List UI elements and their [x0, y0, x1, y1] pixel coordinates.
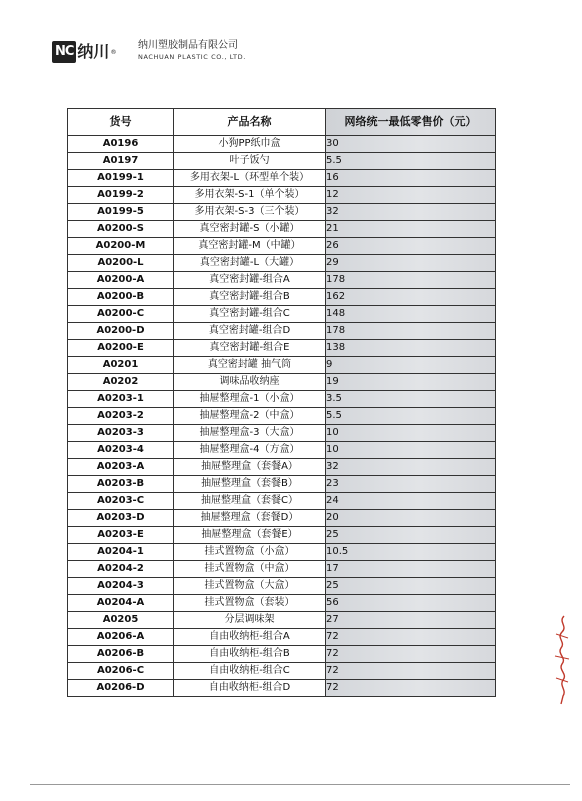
table-row [68, 391, 496, 408]
cell-code: A0196 [68, 136, 174, 153]
cell-price: 12 [326, 187, 496, 204]
cell-price: 25 [326, 527, 496, 544]
cell-code: A0203-C [68, 493, 174, 510]
cell-price: 29 [326, 255, 496, 272]
cell-product-name: 挂式置物盒（小盒） [174, 544, 326, 561]
cell-price: 10 [326, 425, 496, 442]
cell-product-name: 叶子饭勺 [174, 153, 326, 170]
table-row [68, 374, 496, 391]
table-row [68, 493, 496, 510]
table-row [68, 272, 496, 289]
cell-price: 10 [326, 442, 496, 459]
cell-product-name: 抽屉整理盒-2（中盒） [174, 408, 326, 425]
cell-code: A0203-A [68, 459, 174, 476]
table-row [68, 680, 496, 697]
cell-product-name: 挂式置物盒（中盒） [174, 561, 326, 578]
table-row [68, 408, 496, 425]
cell-code: A0204-3 [68, 578, 174, 595]
logo-mark-cn: 纳川 [77, 42, 110, 61]
cell-price: 148 [326, 306, 496, 323]
table-header-row [68, 109, 496, 136]
table-row [68, 629, 496, 646]
cell-code: A0199-1 [68, 170, 174, 187]
cell-price: 27 [326, 612, 496, 629]
table-row [68, 357, 496, 374]
cell-product-name: 抽屉整理盒-3（大盒） [174, 425, 326, 442]
cell-product-name: 自由收纳柜-组合A [174, 629, 326, 646]
cell-price: 32 [326, 459, 496, 476]
price-table-body [68, 136, 496, 697]
cell-product-name: 真空密封罐-组合E [174, 340, 326, 357]
table-row [68, 204, 496, 221]
cell-code: A0206-A [68, 629, 174, 646]
table-row [68, 340, 496, 357]
cell-code: A0200-D [68, 323, 174, 340]
cell-code: A0200-C [68, 306, 174, 323]
company-name-en: NACHUAN PLASTIC CO., LTD. [138, 53, 246, 61]
cell-product-name: 小狗PP纸巾盒 [174, 136, 326, 153]
company-logo [52, 40, 116, 64]
cell-product-name: 多用衣架-L（环型单个装） [174, 170, 326, 187]
cell-product-name: 多用衣架-S-3（三个装） [174, 204, 326, 221]
cell-product-name: 抽屉整理盒（套餐E） [174, 527, 326, 544]
company-name-cn: 纳川塑胶制品有限公司 [138, 40, 238, 51]
cell-code: A0200-S [68, 221, 174, 238]
logo-mark-nc: NC [52, 41, 76, 63]
cell-code: A0203-2 [68, 408, 174, 425]
column-header-min-retail-price: 网络统一最低零售价（元） [326, 109, 496, 136]
cell-product-name: 自由收纳柜-组合D [174, 680, 326, 697]
cell-product-name: 分层调味架 [174, 612, 326, 629]
cell-code: A0204-A [68, 595, 174, 612]
table-row [68, 527, 496, 544]
table-row [68, 459, 496, 476]
table-row [68, 238, 496, 255]
cell-price: 25 [326, 578, 496, 595]
cell-code: A0203-D [68, 510, 174, 527]
table-row [68, 612, 496, 629]
cell-code: A0200-M [68, 238, 174, 255]
cell-price: 20 [326, 510, 496, 527]
cell-code: A0204-1 [68, 544, 174, 561]
letterhead [52, 38, 352, 68]
cell-code: A0202 [68, 374, 174, 391]
cell-product-name: 抽屉整理盒（套餐B） [174, 476, 326, 493]
cell-product-name: 抽屉整理盒-4（方盒） [174, 442, 326, 459]
cell-price: 56 [326, 595, 496, 612]
cell-product-name: 真空密封罐-M（中罐） [174, 238, 326, 255]
price-table [67, 108, 496, 697]
cell-product-name: 抽屉整理盒（套餐A） [174, 459, 326, 476]
table-row [68, 663, 496, 680]
cell-product-name: 自由收纳柜-组合B [174, 646, 326, 663]
cell-price: 162 [326, 289, 496, 306]
cell-code: A0200-L [68, 255, 174, 272]
cell-price: 32 [326, 204, 496, 221]
cell-price: 72 [326, 646, 496, 663]
table-row [68, 442, 496, 459]
table-row [68, 476, 496, 493]
table-row [68, 425, 496, 442]
cell-code: A0200-A [68, 272, 174, 289]
company-name-block [138, 40, 246, 62]
cell-product-name: 多用衣架-S-1（单个装） [174, 187, 326, 204]
cell-price: 3.5 [326, 391, 496, 408]
handwritten-note [548, 612, 576, 708]
cell-code: A0203-3 [68, 425, 174, 442]
cell-price: 10.5 [326, 544, 496, 561]
cell-product-name: 抽屉整理盒（套餐D） [174, 510, 326, 527]
cell-price: 5.5 [326, 408, 496, 425]
table-row [68, 187, 496, 204]
cell-code: A0203-4 [68, 442, 174, 459]
cell-price: 178 [326, 323, 496, 340]
cell-code: A0203-B [68, 476, 174, 493]
cell-product-name: 真空密封罐-组合C [174, 306, 326, 323]
cell-price: 17 [326, 561, 496, 578]
cell-product-name: 真空密封罐-组合B [174, 289, 326, 306]
table-row [68, 255, 496, 272]
cell-code: A0199-2 [68, 187, 174, 204]
cell-price: 178 [326, 272, 496, 289]
cell-price: 5.5 [326, 153, 496, 170]
cell-product-name: 真空密封罐-组合A [174, 272, 326, 289]
table-row [68, 510, 496, 527]
cell-price: 24 [326, 493, 496, 510]
cell-price: 72 [326, 663, 496, 680]
cell-price: 30 [326, 136, 496, 153]
column-header-code: 货号 [68, 109, 174, 136]
cell-product-name: 调味品收纳座 [174, 374, 326, 391]
table-row [68, 289, 496, 306]
registered-mark: ® [110, 48, 117, 56]
cell-code: A0197 [68, 153, 174, 170]
cell-product-name: 抽屉整理盒-1（小盒） [174, 391, 326, 408]
table-row [68, 323, 496, 340]
cell-code: A0201 [68, 357, 174, 374]
cell-product-name: 自由收纳柜-组合C [174, 663, 326, 680]
table-row [68, 306, 496, 323]
table-row [68, 153, 496, 170]
table-row [68, 136, 496, 153]
cell-code: A0204-2 [68, 561, 174, 578]
cell-code: A0200-E [68, 340, 174, 357]
cell-code: A0206-D [68, 680, 174, 697]
cell-product-name: 抽屉整理盒（套餐C） [174, 493, 326, 510]
cell-price: 21 [326, 221, 496, 238]
cell-price: 23 [326, 476, 496, 493]
cell-price: 138 [326, 340, 496, 357]
table-row [68, 578, 496, 595]
cell-code: A0203-1 [68, 391, 174, 408]
cell-code: A0206-B [68, 646, 174, 663]
table-row [68, 561, 496, 578]
table-row [68, 221, 496, 238]
cell-product-name: 真空密封罐 抽气筒 [174, 357, 326, 374]
cell-product-name: 挂式置物盒（大盒） [174, 578, 326, 595]
table-row [68, 170, 496, 187]
cell-price: 72 [326, 629, 496, 646]
cell-code: A0203-E [68, 527, 174, 544]
table-row [68, 646, 496, 663]
cell-product-name: 真空密封罐-L（大罐） [174, 255, 326, 272]
cell-price: 72 [326, 680, 496, 697]
cell-product-name: 真空密封罐-S（小罐） [174, 221, 326, 238]
cell-code: A0200-B [68, 289, 174, 306]
cell-code: A0199-5 [68, 204, 174, 221]
cell-price: 19 [326, 374, 496, 391]
cell-price: 9 [326, 357, 496, 374]
table-row [68, 544, 496, 561]
cell-code: A0206-C [68, 663, 174, 680]
cell-price: 26 [326, 238, 496, 255]
cell-price: 16 [326, 170, 496, 187]
table-row [68, 595, 496, 612]
column-header-product-name: 产品名称 [174, 109, 326, 136]
footer-contact-strip [30, 784, 570, 801]
cell-product-name: 真空密封罐-组合D [174, 323, 326, 340]
cell-product-name: 挂式置物盒（套装） [174, 595, 326, 612]
cell-code: A0205 [68, 612, 174, 629]
